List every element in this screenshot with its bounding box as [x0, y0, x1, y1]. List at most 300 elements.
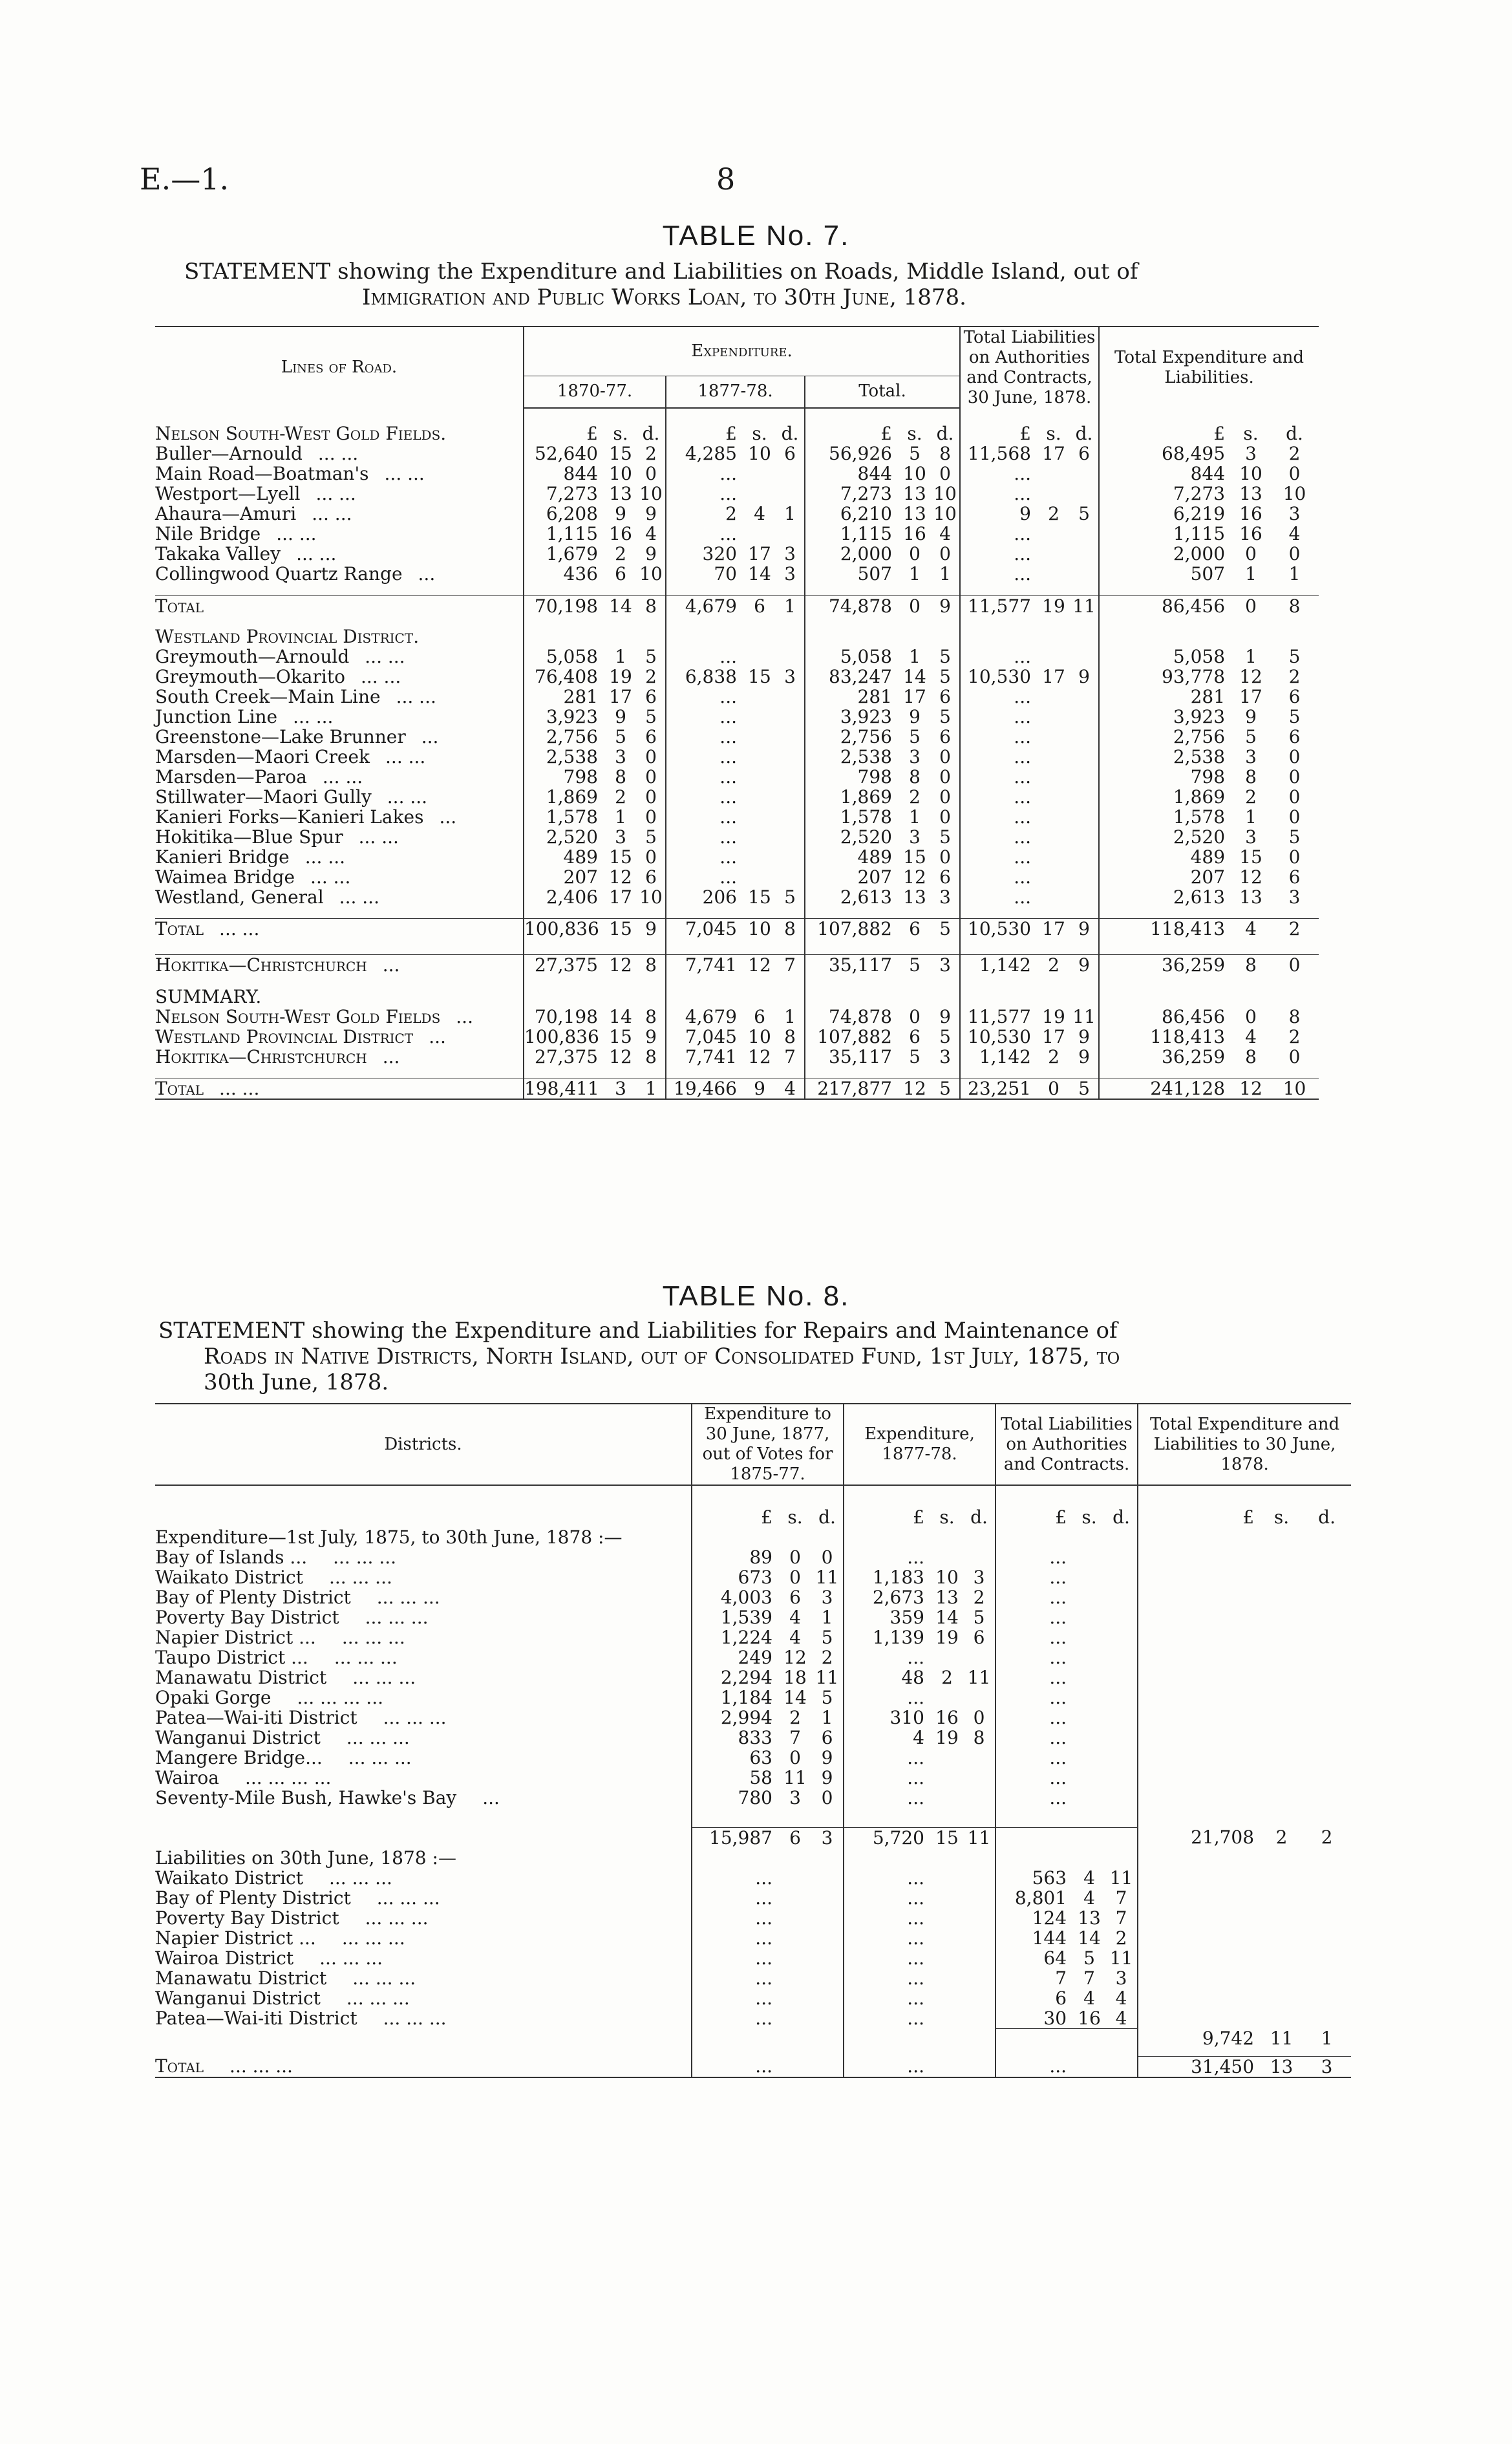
- cell-pounds: 507: [1099, 564, 1231, 584]
- empty-cell: [899, 975, 931, 987]
- cell-pence: 0: [1288, 766, 1301, 788]
- empty-cell: [931, 939, 960, 954]
- cell-shillings: 15: [604, 919, 637, 939]
- cell-pence: 6: [973, 1627, 985, 1648]
- cell-pence: 11: [1072, 1005, 1096, 1027]
- currency-pounds-header: £: [844, 1507, 931, 1527]
- spacer-row: [155, 584, 1319, 595]
- cell-shillings: [931, 2008, 963, 2029]
- currency-pounds-header: £: [1138, 1507, 1261, 1527]
- cell-shillings: 14: [748, 563, 771, 584]
- cell-shillings: 12: [1239, 665, 1262, 687]
- cell-shillings: 0: [1245, 543, 1257, 564]
- table-row: [155, 1587, 1351, 1607]
- empty-cell: [1138, 1728, 1261, 1748]
- cell-pence: 10: [1270, 1078, 1319, 1100]
- table-row: [155, 1688, 1351, 1708]
- cell-shillings: 8: [1245, 766, 1257, 788]
- cell-pence: [1070, 747, 1099, 767]
- empty-cell: [1303, 1667, 1351, 1688]
- cell-pence: 0: [1270, 954, 1319, 975]
- cell-pounds: 2,538: [1099, 747, 1231, 767]
- cell-pounds: ...: [666, 687, 743, 707]
- cell-pence: 3: [784, 665, 796, 687]
- cell-pence: [811, 2056, 844, 2077]
- leader-dots: ... ...: [322, 766, 363, 788]
- cell-pounds: ...: [692, 1988, 779, 2008]
- empty-cell: [1138, 1567, 1261, 1587]
- cell-pounds: 6,838: [666, 667, 743, 687]
- leader-dots: ... ... ... ...: [244, 1767, 332, 1788]
- empty-cell: [776, 907, 805, 919]
- cell-pence: [1105, 1647, 1138, 1667]
- empty-cell: [666, 1067, 743, 1078]
- table-row: [155, 484, 1319, 504]
- empty-cell: [1138, 1627, 1261, 1647]
- row-label: Total: [155, 1078, 204, 1099]
- empty-cell: [963, 1808, 996, 1827]
- empty-cell: [779, 2048, 811, 2056]
- cell-pence: [776, 687, 805, 707]
- currency-pounds-header: £: [666, 423, 743, 444]
- empty-cell: [1231, 408, 1270, 423]
- empty-cell: [743, 627, 776, 647]
- table7-statement-line1: STATEMENT showing the Expenditure and Liabilities on Roads, Middle Island, out of: [184, 259, 1138, 284]
- empty-cell: [1138, 1547, 1261, 1567]
- cell-shillings: 13: [903, 483, 926, 504]
- cell-shillings: [743, 687, 776, 707]
- empty-cell: [960, 987, 1038, 1007]
- leader-dots: ... ...: [276, 523, 317, 544]
- leader-dots: ... ... ...: [365, 1607, 429, 1628]
- leader-dots: ... ...: [339, 886, 379, 908]
- cell-pence: [963, 1928, 996, 1948]
- cell-pounds: 89: [692, 1547, 779, 1567]
- cell-pence: 6: [821, 1727, 833, 1748]
- empty-cell: [996, 1848, 1073, 1868]
- cell-shillings: 6: [779, 1827, 811, 1848]
- cell-pounds: ...: [996, 1667, 1073, 1688]
- cell-pence: 4: [939, 523, 951, 544]
- cell-pence: 6: [645, 685, 657, 707]
- cell-pence: [1105, 2056, 1138, 2077]
- cell-shillings: [931, 1968, 963, 1988]
- cell-pence: 1: [939, 563, 951, 584]
- empty-cell: [155, 584, 524, 595]
- empty-cell: [1105, 2028, 1138, 2048]
- cell-shillings: 6: [899, 919, 931, 939]
- cell-pounds: 86,456: [1099, 595, 1231, 616]
- cell-pence: 5: [821, 1687, 833, 1708]
- cell-pence: [1070, 464, 1099, 484]
- empty-cell: [1270, 1067, 1319, 1078]
- empty-cell: [1099, 408, 1231, 423]
- cell-shillings: 13: [935, 1587, 959, 1608]
- table7-statement-line2: Immigration and Public Works Loan, to 30th June, 1878.: [362, 284, 966, 310]
- cell-shillings: 0: [899, 595, 931, 616]
- cell-pounds: 21,708: [1138, 1827, 1261, 1848]
- cell-pounds: 1,115: [805, 524, 899, 544]
- cell-pounds: 86,456: [1099, 1007, 1231, 1027]
- table8-header-total: Total Expenditure and Liabilities to 30 June, 1878.: [1138, 1404, 1351, 1485]
- empty-cell: [1038, 584, 1070, 595]
- empty-cell: [805, 584, 899, 595]
- cell-pence: 0: [939, 786, 951, 808]
- empty-cell: [666, 987, 743, 1007]
- spacer-row: [155, 616, 1319, 627]
- empty-cell: [1303, 1888, 1351, 1908]
- leader-dots: ...: [382, 954, 400, 976]
- cell-pence: [776, 767, 805, 787]
- table7-header-lines: Lines of Road.: [155, 327, 524, 408]
- cell-pence: 0: [821, 1547, 833, 1568]
- cell-shillings: [1038, 767, 1070, 787]
- empty-cell: [931, 2028, 963, 2048]
- empty-cell: [1303, 1848, 1351, 1868]
- leader-dots: ... ... ...: [352, 1667, 416, 1688]
- cell-shillings: [743, 707, 776, 727]
- empty-cell: [844, 1848, 931, 1868]
- cell-pence: 11: [815, 1567, 839, 1588]
- cell-shillings: 13: [1078, 1907, 1101, 1929]
- empty-cell: [779, 1848, 811, 1868]
- empty-cell: [805, 616, 899, 627]
- cell-shillings: [779, 1988, 811, 2008]
- table-row: [155, 1788, 1351, 1808]
- currency-pence-header: d.: [1075, 423, 1093, 444]
- cell-shillings: 10: [609, 463, 632, 484]
- empty-cell: [1261, 1788, 1303, 1808]
- cell-shillings: [931, 2056, 963, 2077]
- cell-pounds: 52,640: [524, 444, 604, 464]
- leader-dots: ... ... ...: [328, 1867, 392, 1889]
- cell-pence: 1: [784, 1005, 796, 1027]
- table-row: [155, 1547, 1351, 1567]
- cell-shillings: [1073, 1748, 1105, 1768]
- cell-shillings: 2: [1048, 503, 1059, 524]
- empty-cell: [1138, 1688, 1261, 1708]
- cell-pence: 9: [1078, 665, 1090, 687]
- empty-cell: [1261, 1547, 1303, 1567]
- table7-header-total: Total.: [805, 376, 960, 408]
- cell-shillings: 3: [615, 745, 626, 767]
- empty-cell: [743, 616, 776, 627]
- cell-shillings: 0: [789, 1567, 801, 1588]
- empty-cell: [776, 975, 805, 987]
- cell-shillings: 15: [903, 846, 926, 868]
- cell-pence: 7: [1115, 1907, 1127, 1929]
- row-label: Main Road—Boatman's: [155, 463, 369, 484]
- currency-pounds-header: £: [1099, 423, 1231, 444]
- cell-pounds: 11,577: [960, 595, 1038, 616]
- empty-cell: [779, 1527, 811, 1547]
- empty-cell: [899, 584, 931, 595]
- leader-dots: ... ...: [315, 483, 356, 504]
- empty-cell: [931, 584, 960, 595]
- empty-cell: [776, 584, 805, 595]
- empty-cell: [637, 907, 666, 919]
- leader-dots: ... ...: [358, 826, 399, 848]
- empty-cell: [844, 1485, 931, 1507]
- cell-pence: 10: [639, 483, 663, 504]
- cell-pence: 9: [645, 1025, 657, 1047]
- row-label: Westport—Lyell: [155, 483, 301, 504]
- cell-pence: 0: [939, 745, 951, 767]
- cell-pounds: ...: [996, 1587, 1073, 1607]
- empty-cell: [996, 2028, 1073, 2048]
- cell-shillings: 5: [615, 725, 626, 747]
- cell-pence: [1070, 787, 1099, 807]
- table-row: [155, 1768, 1351, 1788]
- cell-pounds: ...: [666, 747, 743, 767]
- row-label: Buller—Arnould: [155, 443, 303, 464]
- cell-pounds: 93,778: [1099, 667, 1231, 687]
- cell-pounds: 217,877: [805, 1078, 899, 1100]
- cell-pounds: 100,836: [524, 919, 604, 939]
- empty-cell: [692, 1808, 779, 1827]
- cell-pounds: 3,923: [1099, 707, 1231, 727]
- cell-shillings: [931, 1688, 963, 1708]
- cell-shillings: [1038, 687, 1070, 707]
- empty-cell: [1138, 1948, 1261, 1968]
- empty-cell: [776, 1067, 805, 1078]
- empty-cell: [779, 1808, 811, 1827]
- cell-shillings: [1073, 1708, 1105, 1728]
- cell-pence: [1070, 887, 1099, 907]
- empty-cell: [811, 1808, 844, 1827]
- cell-pounds: 58: [692, 1768, 779, 1788]
- cell-shillings: 16: [935, 1707, 959, 1728]
- empty-cell: [1038, 616, 1070, 627]
- cell-pounds: 74,878: [805, 595, 899, 616]
- cell-pounds: 1,869: [805, 787, 899, 807]
- cell-shillings: 12: [1239, 866, 1262, 888]
- cell-pounds: 489: [805, 847, 899, 867]
- total-row: [155, 595, 1319, 616]
- cell-pounds: 2,756: [1099, 727, 1231, 747]
- empty-cell: [1105, 1808, 1138, 1827]
- cell-shillings: 1: [909, 563, 921, 584]
- row-label: Bay of Islands ...: [155, 1547, 308, 1568]
- cell-shillings: 9: [615, 705, 626, 727]
- cell-pence: 9: [821, 1767, 833, 1788]
- empty-cell: [1231, 975, 1270, 987]
- cell-shillings: 3: [1245, 443, 1257, 464]
- cell-pounds: 1,115: [524, 524, 604, 544]
- row-label: Greymouth—Okarito: [155, 665, 345, 687]
- cell-pence: 9: [1070, 919, 1099, 939]
- cell-pence: 10: [933, 503, 957, 524]
- empty-cell: [931, 1808, 963, 1827]
- cell-shillings: 0: [909, 543, 921, 564]
- cell-pounds: 4: [844, 1728, 931, 1748]
- cell-pence: 0: [1288, 463, 1301, 484]
- empty-cell: [1231, 627, 1270, 647]
- cell-shillings: 14: [609, 1005, 632, 1027]
- cell-pence: 3: [784, 563, 796, 584]
- cell-pounds: 241,128: [1099, 1078, 1231, 1100]
- row-label: Wairoa: [155, 1767, 219, 1788]
- cell-pounds: 124: [996, 1908, 1073, 1928]
- section-heading-row: [155, 1527, 1351, 1547]
- cell-pence: [963, 1988, 996, 2008]
- total-row: [155, 1078, 1319, 1100]
- table-row: [155, 827, 1319, 847]
- cell-shillings: 0: [1231, 595, 1270, 616]
- cell-pence: 6: [1078, 443, 1090, 464]
- leader-dots: ... ...: [312, 503, 352, 524]
- empty-cell: [155, 1827, 692, 1848]
- cell-pounds: ...: [960, 867, 1038, 887]
- table-row: [155, 1647, 1351, 1667]
- cell-pounds: 118,413: [1099, 919, 1231, 939]
- empty-cell: [1073, 1808, 1105, 1827]
- cell-shillings: 17: [1042, 1025, 1065, 1047]
- empty-cell: [155, 1067, 524, 1078]
- empty-cell: [1261, 2048, 1303, 2056]
- cell-shillings: 15: [609, 846, 632, 868]
- cell-shillings: 16: [903, 523, 926, 544]
- cell-pounds: 198,411: [524, 1078, 604, 1100]
- cell-shillings: [931, 1547, 963, 1567]
- empty-cell: [963, 1527, 996, 1547]
- cell-pounds: ...: [960, 787, 1038, 807]
- empty-cell: [779, 2028, 811, 2048]
- cell-shillings: 2: [615, 543, 626, 564]
- table-row: [155, 807, 1319, 827]
- cell-pounds: ...: [666, 464, 743, 484]
- cell-pounds: ...: [844, 1968, 931, 1988]
- cell-pence: [963, 1888, 996, 1908]
- cell-shillings: 12: [604, 954, 637, 975]
- empty-cell: [637, 975, 666, 987]
- leader-dots: ... ...: [310, 866, 351, 888]
- empty-cell: [637, 939, 666, 954]
- table7-header-grand: Total Expenditure and Liabilities.: [1099, 327, 1319, 408]
- cell-shillings: 17: [1038, 919, 1070, 939]
- cell-pence: 11: [815, 1667, 839, 1688]
- cell-pence: [811, 2008, 844, 2029]
- cell-pounds: 15,987: [692, 1827, 779, 1848]
- row-label: Opaki Gorge: [155, 1687, 272, 1708]
- leader-dots: ... ... ...: [376, 1587, 440, 1608]
- row-label: Total: [155, 595, 204, 617]
- cell-pounds: 36,259: [1099, 1047, 1231, 1067]
- empty-cell: [963, 2028, 996, 2048]
- cell-shillings: [1038, 464, 1070, 484]
- row-label: Poverty Bay District: [155, 1907, 339, 1929]
- cell-pence: 3: [973, 1567, 985, 1588]
- empty-cell: [1303, 1485, 1351, 1507]
- cell-pounds: ...: [996, 1567, 1073, 1587]
- empty-cell: [899, 408, 931, 423]
- cell-pounds: ...: [844, 1768, 931, 1788]
- cell-pence: 11: [963, 1827, 996, 1848]
- empty-cell: [524, 939, 604, 954]
- row-label: Westland Provincial District: [155, 1025, 414, 1047]
- cell-pounds: ...: [666, 787, 743, 807]
- cell-shillings: [1038, 647, 1070, 667]
- empty-cell: [1270, 408, 1319, 423]
- empty-cell: [1138, 1788, 1261, 1808]
- table-row: [155, 464, 1319, 484]
- currency-shillings-header: s.: [907, 423, 922, 444]
- row-label: Wanganui District: [155, 1987, 321, 2009]
- cell-shillings: [779, 1928, 811, 1948]
- cell-pence: [963, 1768, 996, 1788]
- cell-shillings: 10: [748, 1025, 771, 1047]
- cell-pence: 10: [933, 483, 957, 504]
- cell-pounds: 1,142: [960, 954, 1038, 975]
- cell-pence: [1070, 564, 1099, 584]
- cell-pence: [1105, 1728, 1138, 1748]
- table-row: [155, 667, 1319, 687]
- empty-cell: [1261, 1485, 1303, 1507]
- cell-pence: [1070, 687, 1099, 707]
- cell-shillings: 2: [1038, 954, 1070, 975]
- cell-pounds: 70,198: [524, 1007, 604, 1027]
- leader-dots: ... ... ...: [328, 1567, 392, 1588]
- cell-pence: [776, 524, 805, 544]
- cell-shillings: 13: [903, 503, 926, 524]
- cell-shillings: [1038, 727, 1070, 747]
- currency-pence-header: d.: [1286, 423, 1303, 444]
- cell-pounds: ...: [960, 647, 1038, 667]
- empty-cell: [1303, 1527, 1351, 1547]
- row-label: Wanganui District: [155, 1727, 321, 1748]
- cell-pence: [776, 484, 805, 504]
- table-row: [155, 1607, 1351, 1627]
- cell-shillings: 1: [1245, 806, 1257, 828]
- cell-pounds: 1,139: [844, 1627, 931, 1647]
- cell-shillings: [931, 1748, 963, 1768]
- section-heading-row: [155, 423, 1319, 444]
- empty-cell: [1070, 584, 1099, 595]
- cell-shillings: 9: [1245, 705, 1257, 727]
- cell-pounds: 281: [524, 687, 604, 707]
- cell-pence: 1: [821, 1607, 833, 1628]
- cell-pence: 1: [1321, 2028, 1333, 2049]
- empty-cell: [1073, 1527, 1105, 1547]
- cell-pounds: 7,273: [1099, 484, 1231, 504]
- cell-pounds: ...: [960, 767, 1038, 787]
- cell-shillings: [743, 787, 776, 807]
- cell-shillings: [779, 1908, 811, 1928]
- spacer-row: [155, 975, 1319, 987]
- cell-pence: 3: [784, 543, 796, 564]
- leader-dots: ...: [418, 563, 436, 584]
- empty-cell: [666, 584, 743, 595]
- cell-pounds: ...: [844, 1868, 931, 1888]
- cell-shillings: 5: [909, 725, 921, 747]
- leader-dots: ... ... ...: [383, 2007, 447, 2029]
- cell-pounds: 844: [524, 464, 604, 484]
- empty-cell: [1303, 1748, 1351, 1768]
- cell-pence: 5: [939, 826, 951, 848]
- cell-shillings: 15: [748, 886, 771, 908]
- cell-shillings: 11: [1270, 2028, 1294, 2049]
- table-row: [155, 524, 1319, 544]
- cell-pence: 2: [645, 443, 657, 464]
- table-row: [155, 1968, 1351, 1988]
- empty-cell: [960, 939, 1038, 954]
- cell-shillings: [1073, 1728, 1105, 1748]
- empty-cell: [811, 2028, 844, 2048]
- empty-cell: [1138, 1808, 1261, 1827]
- leader-dots: ... ...: [384, 463, 425, 484]
- empty-cell: [960, 627, 1038, 647]
- cell-shillings: 5: [1245, 725, 1257, 747]
